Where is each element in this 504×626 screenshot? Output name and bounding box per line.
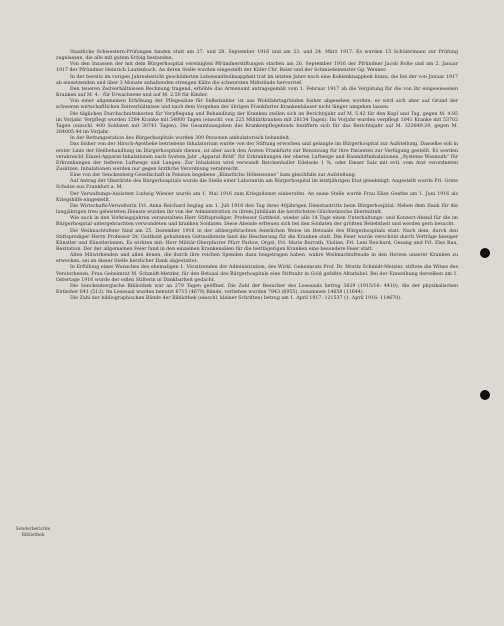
paragraph: Auf Antrag der Oberärzte des Bürgerhospitals wurde die Stelle einer Laborantin am Bürgerhospital im letztjährigen Etat genehmigt. Angestellt wurde Frl. Grete Schulze aus Frankfurt a. M.: [56, 179, 458, 191]
paragraph: Eine von der Senckenberg-Gesellschaft in Pension begebene „Künstliche Höhensonne“ kam gleichfalls zur Aufstellung.: [70, 173, 357, 179]
paragraph: Das bisher von der Hirsch-Apotheke betriebene Inhalatorium wurde von der Stiftung erworben und gelangte im Bürgerhospital zur Aufstellung. Dasselbe soll in erster Linie der Heilbehandlung im Bürgerhospitale dienen, ist aber auch den Ärzten Frankfurts zur Benutzung für ihre Patienten zur Verfügung gestellt. Es werden verabreicht Einzel-Apparat-Inhalationen nach System Jahr „Apparat Bräß“ für Erkrankungen der oberen Luftwege und Raumluftinhalationen „Systeme Wasmuth“ für Erkrankungen der tieferen Luftwege und Lungen. Zur Inhalation wird verwandt Reichenhaller Edelsole 1 %, oder Emser Salz mit evtl. vom Arzt verordneten Zusätzen. Inhalationen werden nur gegen ärztliche Verordnung verabreicht.: [56, 142, 458, 172]
paragraph: Den teueren Zeitverhältnissen Rechnung tragend, erhöhte das Armenamt antragsgemäß vom 1. Februar 1917 ab die Vergütung für die von ihr eingewiesenen Kranken auf M. 4.– für Erwachsene und auf M. 2.50 für Kinder.: [56, 86, 458, 99]
paragraph: In der bereits im vorigen Jahresbericht geschilderten Lebensmittelknappheit trat im letzten Jahre noch eine Kohlenknappheit hinzu, die bei der von Januar 1917 ab einsetzenden und über 3 Monate anhaltenden strengen Kälte die schwersten Mißstände hervorrief.: [56, 74, 458, 86]
paragraph: Von den Insassen der mit dem Bürgerhospital vereinigten Pfründnerstiftungen starben am 26. September 1916 der Pfründner Jacob Bolte und am 2. Januar 1917 der Pfründner Heinrich Lautenbach. An deren Stelle wurden eingestellt der Küfer Chr. Baier und der Schmiedemeister Gg. Wenner.: [56, 62, 458, 74]
paragraph: Staatliche Schwestern-Prüfungen fanden statt am 27. und 28. September 1916 und am 23. und 24. März 1917. Es wurden 15 Schülerinnen zur Prüfung zugelassen, die alle mit gutem Erfolg bestanden.: [56, 50, 458, 62]
paragraph: Die Weihnachtsfeier fand am 25. Dezember 1916 in der althergebrachten feierlichen Weise im Betsaale des Bürgerhospitals statt. Nach dem, durch den Stiftsprediger Herrn Professor Dr. Gotthold gehaltenen Gottesdienste fand die Bescherung für die Kranken statt. Die Feier wurde verschönt durch Vorträge hiesiger Künstler und Künstlerinnen. Es wirkten mit: Herr Militär-Oberpfarrer Pfarr Parlow, Orgel, Frl. Marie Burrath, Violine, Frl. Leni Reichard, Gesang und Frl. Else Rau, Rezitation. Der der allgemeinen Feier fand in den einzelnen Krankensälen für die bettlägerigen Kranken eine besondere Feier statt.: [56, 228, 458, 252]
body-text: [56, 50, 458, 302]
paragraph: In Erfüllung eines Wunsches des ehemaligen 1. Vorsitzenden der Administration, des Wirkl. Geheimrats Prof. Dr. Moritz Schmidt-Metzler, stiftete die Witwe des Verstorbenen, Frau Geheimrat M. Schmidt-Metzler, für den Betsaal des Bürgerhospitals eine Stiftsuhr in Gold gefaßte Altarbibel. Bei der Einweihung derselben am 1. Ostertage 1916 wurde der edlen Stifterin in Dankbarkeit gedacht.: [56, 265, 458, 283]
paragraph: Die täglichen Durchschnittskosten für Verpflegung und Behandlung der Kranken stellen sich im Berichtsjahr auf M. 5.42 für den Kopf und Tag, gegen M. 4.85 im Vorjahr. Verpflegt wurden 1284 Kranke mit 54800 Tagen (einschl. von 225 Militärkranken mit 28134 Tagen). Im Vorjahr wurden verpflegt 1041 Kranke mit 53702 Tagen (einschl. 400 Soldaten mit 30741 Tagen). Die Gesamtausgaben des Krankenpflegefonds beziffern sich für das Berichtsjahr auf M. 323849.29, gegen M. 284005.44 im Vorjahr.: [56, 111, 458, 136]
paragraph: Der Verwaltungs-Assistent Ludwig Wiesler wurde am 1. Mai 1916 zum Kriegsdienst einberufen. An seine Stelle wurde Frau Elise Genthe am 1. Juni 1916 als Kriegshilfe eingestellt.: [56, 191, 458, 203]
paragraph: Von einer allgemeinen Erhöhung der Pflegesätze für Selbstzahler ist aus Wohlfahrtsgründen bisher abgesehen worden; es wird sich aber auf Grund der schweren wirtschaftlichen Zeitverhältnisse und nach dem Vorgehen der übrigen Frankfurter Krankenhäuser nicht länger umgehen lassen.: [56, 99, 458, 111]
paragraph: Die Wirtschafts-Verwalterin Frl. Anna Reichard beging am 1. Juli 1916 den Tag ihres 40jährigen Dienstantritts beim Bürgerhospital. Neben dem Dank für die langjährigen treu geleisteten Dienste wurden ihr von der Administration zu ihrem Jubiläum die herzlichsten Glückwünsche übermittelt.: [56, 203, 458, 216]
paragraph: In der Rettungsstation des Bürgerhospitals wurden 309 Personen ambulatorisch behandelt.: [70, 136, 291, 142]
margin-note: Sonderberichte Bibliothek: [15, 527, 51, 538]
paragraph: Die Zahl der bibliographischen Bände der Bibliothek (einschl. kleiner Schriften) betrug am 1. April 1917: 121537 (1. April 1916: 114670).: [70, 296, 402, 302]
punch-hole-icon: [480, 248, 490, 258]
punch-hole-icon: [480, 390, 490, 400]
paragraph: Die Senckenbergische Bibliothek war an 279 Tagen geöffnet. Die Zahl der Besucher des Lesesaals betrug 3829 (1915/16: 4410), die der physikalischen Entleiher 641 (513). Im Lesesaal wurden benutzt 6715 (4679) Bände, verliehen wurden 7943 (6955), zusammen 14658 (11644).: [56, 283, 458, 296]
paragraph: Allen Mitwirkenden und allen denen, die durch ihre reichen Spenden dazu beigetragen haben, wahre Weihnachtsfreude in den Herzen unserer Kranken zu erwecken, sei an dieser Stelle herzlicher Dank abgestattet.: [56, 253, 458, 265]
paragraph: Wie auch in den Vorkriegsjahren veranstaltete Herr Stiftsprediger, Professor Gotthold, wieder alle 14 Tage einen Unterhaltungs- und Konzert-Abend für die im Bürgerhospital untergebrachten verwundeten und kranken Soldaten. Diese Abende erfreuen sich bei den Soldaten der größten Beliebtheit und werden gern besucht.: [56, 216, 458, 228]
